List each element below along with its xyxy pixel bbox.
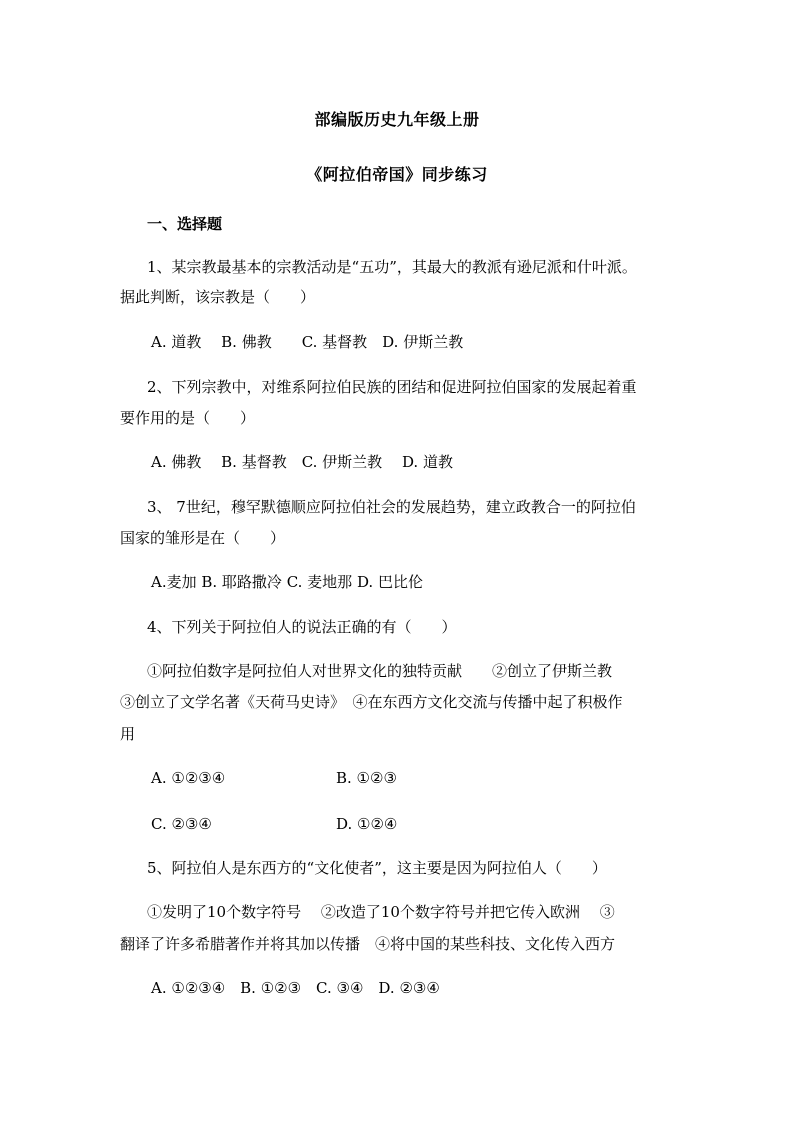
question-4-statement-1: ①阿拉伯数字是阿拉伯人对世界文化的独特贡献 ②创立了伊斯兰教 <box>147 662 613 680</box>
section-heading: 一、选择题 <box>147 215 223 233</box>
question-4-option-c: C. ②③④ <box>151 815 212 833</box>
question-1-line-1: 1、某宗教最基本的宗教活动是“五功”，其最大的教派有逊尼派和什叶派。 <box>147 258 637 276</box>
question-5-statement-2: 翻译了许多希腊著作并将其加以传播 ④将中国的某些科技、文化传入西方 <box>120 935 616 953</box>
question-2-line-2: 要作用的是（ ） <box>120 409 256 427</box>
question-4-statement-3: 用 <box>120 725 136 743</box>
document-subtitle: 《阿拉伯帝国》同步练习 <box>306 165 488 184</box>
question-5-line-1: 5、阿拉伯人是东西方的“文化使者”，这主要是因为阿拉伯人（ ） <box>147 859 607 877</box>
question-5-options: A. ①②③④ B. ①②③ C. ③④ D. ②③④ <box>151 979 440 997</box>
question-2-options: A. 佛教 B. 基督教 C. 伊斯兰教 D. 道教 <box>151 453 453 471</box>
question-3-options: A.麦加 B. 耶路撒冷 C. 麦地那 D. 巴比伦 <box>151 573 423 591</box>
question-4-line-1: 4、下列关于阿拉伯人的说法正确的有（ ） <box>147 618 457 636</box>
question-3-line-1: 3、 7世纪，穆罕默德顺应阿拉伯社会的发展趋势，建立政教合一的阿拉伯 <box>147 498 636 516</box>
document-title: 部编版历史九年级上册 <box>314 110 480 129</box>
question-4-option-b: B. ①②③ <box>336 769 397 787</box>
question-2-line-1: 2、下列宗教中，对维系阿拉伯民族的团结和促进阿拉伯国家的发展起着重 <box>147 378 637 396</box>
question-3-line-2: 国家的雏形是在（ ） <box>120 529 286 547</box>
question-5-statement-1: ①发明了10个数字符号 ②改造了10个数字符号并把它传入欧洲 ③ <box>147 903 615 921</box>
question-1-options: A. 道教 B. 佛教 C. 基督教 D. 伊斯兰教 <box>151 333 464 351</box>
question-4-statement-2: ③创立了文学名著《天荷马史诗》 ④在东西方文化交流与传播中起了积极作 <box>120 693 623 711</box>
question-4-option-d: D. ①②④ <box>336 815 398 833</box>
question-1-line-2: 据此判断，该宗教是（ ） <box>120 288 316 306</box>
question-4-option-a: A. ①②③④ <box>151 769 226 787</box>
